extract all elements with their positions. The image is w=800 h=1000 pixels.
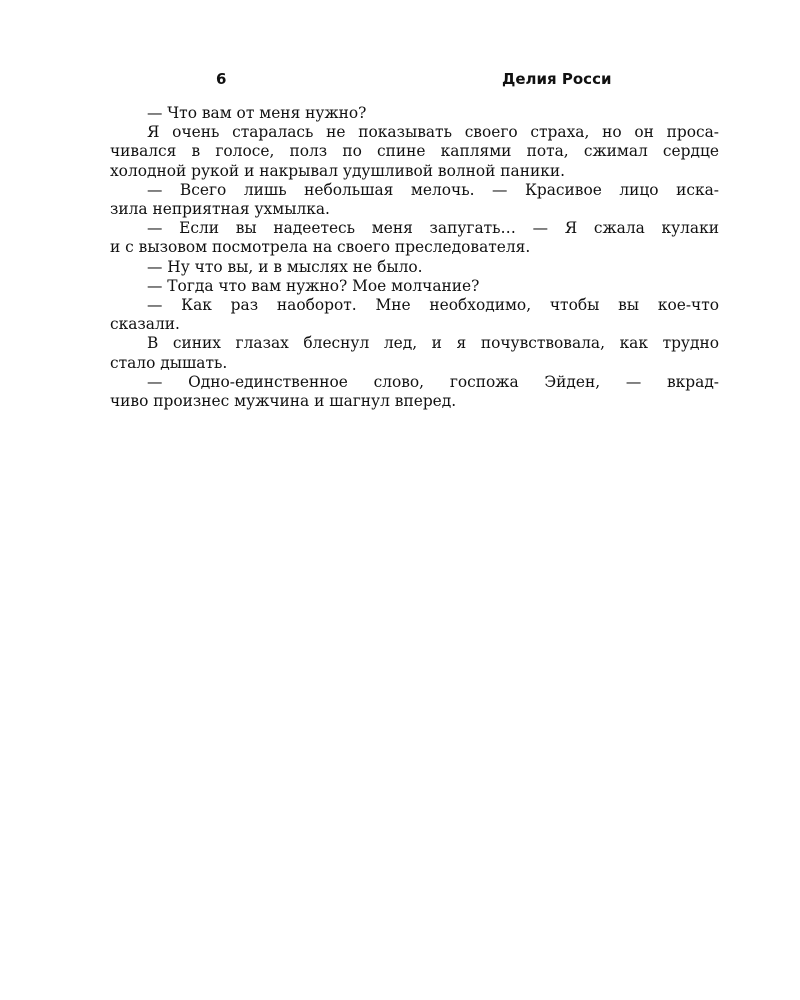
page-header bbox=[110, 68, 690, 90]
text-line: Я очень старалась не показывать своего страха, но он проса- bbox=[147, 123, 719, 142]
text-line: — Что вам от меня нужно? bbox=[147, 104, 367, 122]
paragraph bbox=[110, 334, 719, 372]
text-line: и с вызовом посмотрела на своего преследователя. bbox=[110, 238, 531, 257]
text-line: стало дышать. bbox=[110, 353, 228, 372]
text-line: — Если вы надеетесь меня запугать… — Я сжала кулаки bbox=[147, 219, 719, 238]
text-line: В синих глазах блеснул лед, и я почувствовала, как трудно bbox=[147, 334, 719, 353]
paragraph bbox=[110, 219, 719, 257]
body-text bbox=[110, 104, 719, 411]
paragraph bbox=[110, 296, 719, 334]
text-line: — Всего лишь небольшая мелочь. — Красивое лицо иска- bbox=[147, 180, 719, 199]
running-head: Делия Росси bbox=[502, 70, 612, 88]
paragraph bbox=[110, 180, 719, 219]
text-line: зила неприятная ухмылка. bbox=[110, 200, 330, 219]
text-line: — Тогда что вам нужно? Мое молчание? bbox=[147, 276, 480, 295]
paragraph bbox=[147, 104, 719, 123]
paragraph bbox=[110, 372, 719, 411]
paragraph bbox=[147, 277, 719, 296]
text-line: холодной рукой и накрывал удушливой волной паники. bbox=[110, 161, 566, 180]
text-line: сказали. bbox=[110, 315, 180, 334]
text-line: чиво произнес мужчина и шагнул вперед. bbox=[110, 392, 457, 411]
text-line: — Как раз наоборот. Мне необходимо, чтобы вы кое-что bbox=[147, 296, 719, 315]
text-line: чивался в голосе, полз по спине каплями пота, сжимал сердце bbox=[110, 142, 719, 161]
paragraph bbox=[147, 258, 719, 277]
text-line: — Ну что вы, и в мыслях не было. bbox=[147, 257, 423, 276]
page-number: 6 bbox=[216, 70, 227, 88]
paragraph bbox=[110, 123, 719, 181]
text-line: — Одно-единственное слово, госпожа Эйден, — вкрад- bbox=[147, 372, 719, 391]
